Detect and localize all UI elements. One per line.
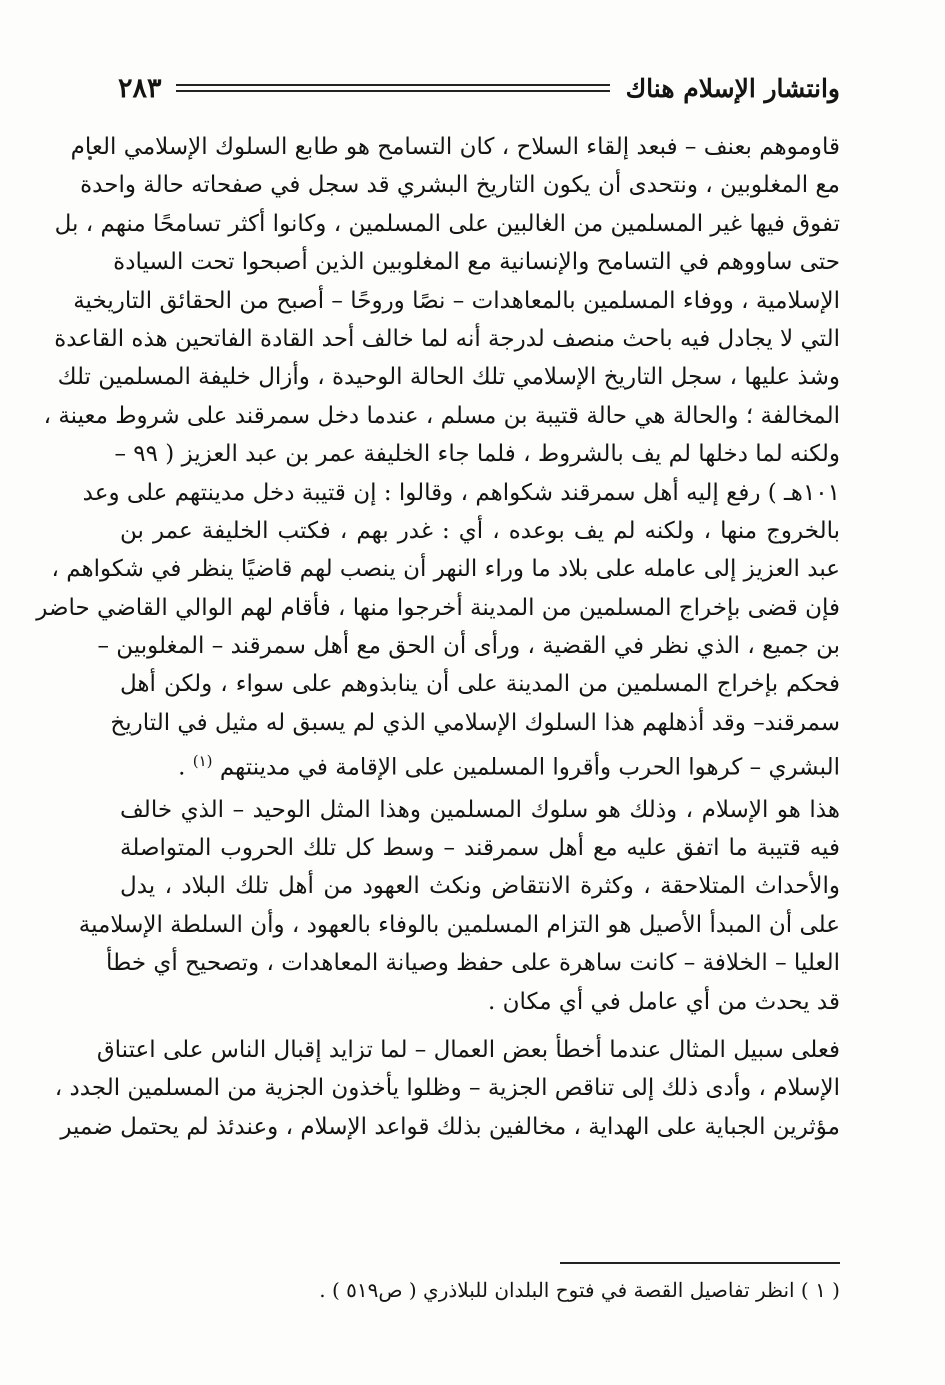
text-line: فحكم بإخراج المسلمين من المدينة على أن ينابذوهم على سواء ، ولكن أهل <box>120 671 840 698</box>
sentence-end: . <box>178 754 193 781</box>
text-line: بن جميع ، الذي نظر في القضية ، ورأى أن الحق مع أهل سمرقند – المغلوبين – <box>97 633 840 660</box>
text-line: مع المغلوبين ، ونتحدى أن يكون التاريخ البشري قد سجل في صفحاته حالة واحدة <box>80 172 840 199</box>
text-line: عبد العزيز إلى عامله على بلاد ما وراء النهر أن ينصب لهم قاضيًا ينظر في شكواهم ، <box>51 556 840 583</box>
text-line: فإن قضى بإخراج المسلمين من المدينة أخرجوا منها ، فأقام لهم الوالي القاضي حاضر <box>36 594 840 621</box>
text-line-last <box>120 742 840 780</box>
chapter-title: وانتشار الإسلام هناك <box>625 73 840 103</box>
text-line: سمرقند– وقد أذهلهم هذا السلوك الإسلامي الذي لم يسبق له مثيل في التاريخ <box>110 709 840 736</box>
text-line: حتى ساووهم في التسامح والإنسانية مع المغلوبين الذين أصبحوا تحت السيادة <box>113 249 840 276</box>
text-line: قاوموهم بعنف – فبعد إلقاء السلاح ، كان التسامح هو طابع السلوك الإسلامي العام <box>70 134 840 160</box>
footnote-separator <box>560 1262 840 1264</box>
text-line: الإسلامية ، ووفاء المسلمين بالمعاهدات – نصًا وروحًا – أصبح من الحقائق التاريخية <box>73 287 840 314</box>
page-number: ٢٨٣ <box>118 72 162 104</box>
text-line: ولكنه لما دخلها لم يف بالشروط ، فلما جاء الخليفة عمر بن عبد العزيز ( ٩٩ – <box>114 441 840 468</box>
text-line: ١٠١هـ ) رفع إليه أهل سمرقند شكواهم ، وقالوا : إن قتيبة دخل مدينتهم على وعد <box>82 479 840 506</box>
text-line: وشذ عليها ، سجل التاريخ الإسلامي تلك الحالة الوحيدة ، وأزال خليفة المسلمين تلك <box>57 364 840 391</box>
text-line: هذا هو الإسلام ، وذلك هو سلوك المسلمين وهذا المثل الوحيد – الذي خالف <box>120 796 840 823</box>
text-line: المخالفة ؛ والحالة هي حالة قتيبة بن مسلم ، عندما دخل سمرقند على شروط معينة ، <box>43 402 840 429</box>
text-line: فعلى سبيل المثال عندما أخطأ بعض العمال – لما تزايد إقبال الناس على اعتناق <box>96 1036 840 1063</box>
body-text <box>36 128 840 1146</box>
footnote-reference[interactable]: (١) <box>192 752 213 771</box>
text-line: مؤثرين الجباية على الهداية ، مخالفين بذلك قواعد الإسلام ، وعندئذ لم يحتمل ضمير <box>60 1113 840 1140</box>
last-line-text: البشري – كرهوا الحرب وأقروا المسلمين على الإقامة في مدينتهم <box>219 754 840 781</box>
footnote: ( ١ ) انظر تفاصيل القصة في فتوح البلدان للبلاذري ( ص٥١٩ ) . <box>319 1278 840 1302</box>
text-line-last: قد يحدث من أي عامل في أي مكان . <box>487 988 840 1015</box>
paragraph-2 <box>78 791 840 1021</box>
text-line: تفوق فيها غير المسلمين من الغالبين على المسلمين ، وكانوا أكثر تسامحًا منهم ، بل <box>54 210 840 237</box>
text-line: على أن المبدأ الأصيل هو التزام المسلمين بالوفاء بالعهود ، وأن السلطة الإسلامية <box>78 911 840 938</box>
paragraph-gap <box>120 1021 840 1031</box>
text-line: التي لا يجادل فيه باحث منصف لدرجة أنه لما خالف أحد القادة الفاتحين هذه القاعدة <box>54 325 840 352</box>
text-line: بالخروج منها ، ولكنه لم يف بوعده ، أي : غدر بهم ، فكتب الخليفة عمر بن <box>120 517 840 544</box>
text-line: الإسلام ، وأدى ذلك إلى تناقص الجزية – وظلوا يأخذون الجزية من المسلمين الجدد ، <box>54 1075 840 1102</box>
paragraph-3 <box>54 1031 840 1146</box>
header-double-rule <box>176 84 610 92</box>
running-header <box>118 68 840 108</box>
text-line: فيه قتيبة ما اتفق عليه مع أهل سمرقند – وسط كل تلك الحروب المتواصلة <box>120 835 840 862</box>
text-line: والأحداث المتلاحقة ، وكثرة الانتقاض ونكث العهود من أهل تلك البلاد ، يدل <box>120 873 840 900</box>
paragraph-gap <box>120 781 840 791</box>
paragraph-1 <box>36 128 840 781</box>
text-line: العليا – الخلافة – كانت ساهرة على حفظ وصيانة المعاهدات ، وتصحيح أي خطأ <box>105 950 840 977</box>
